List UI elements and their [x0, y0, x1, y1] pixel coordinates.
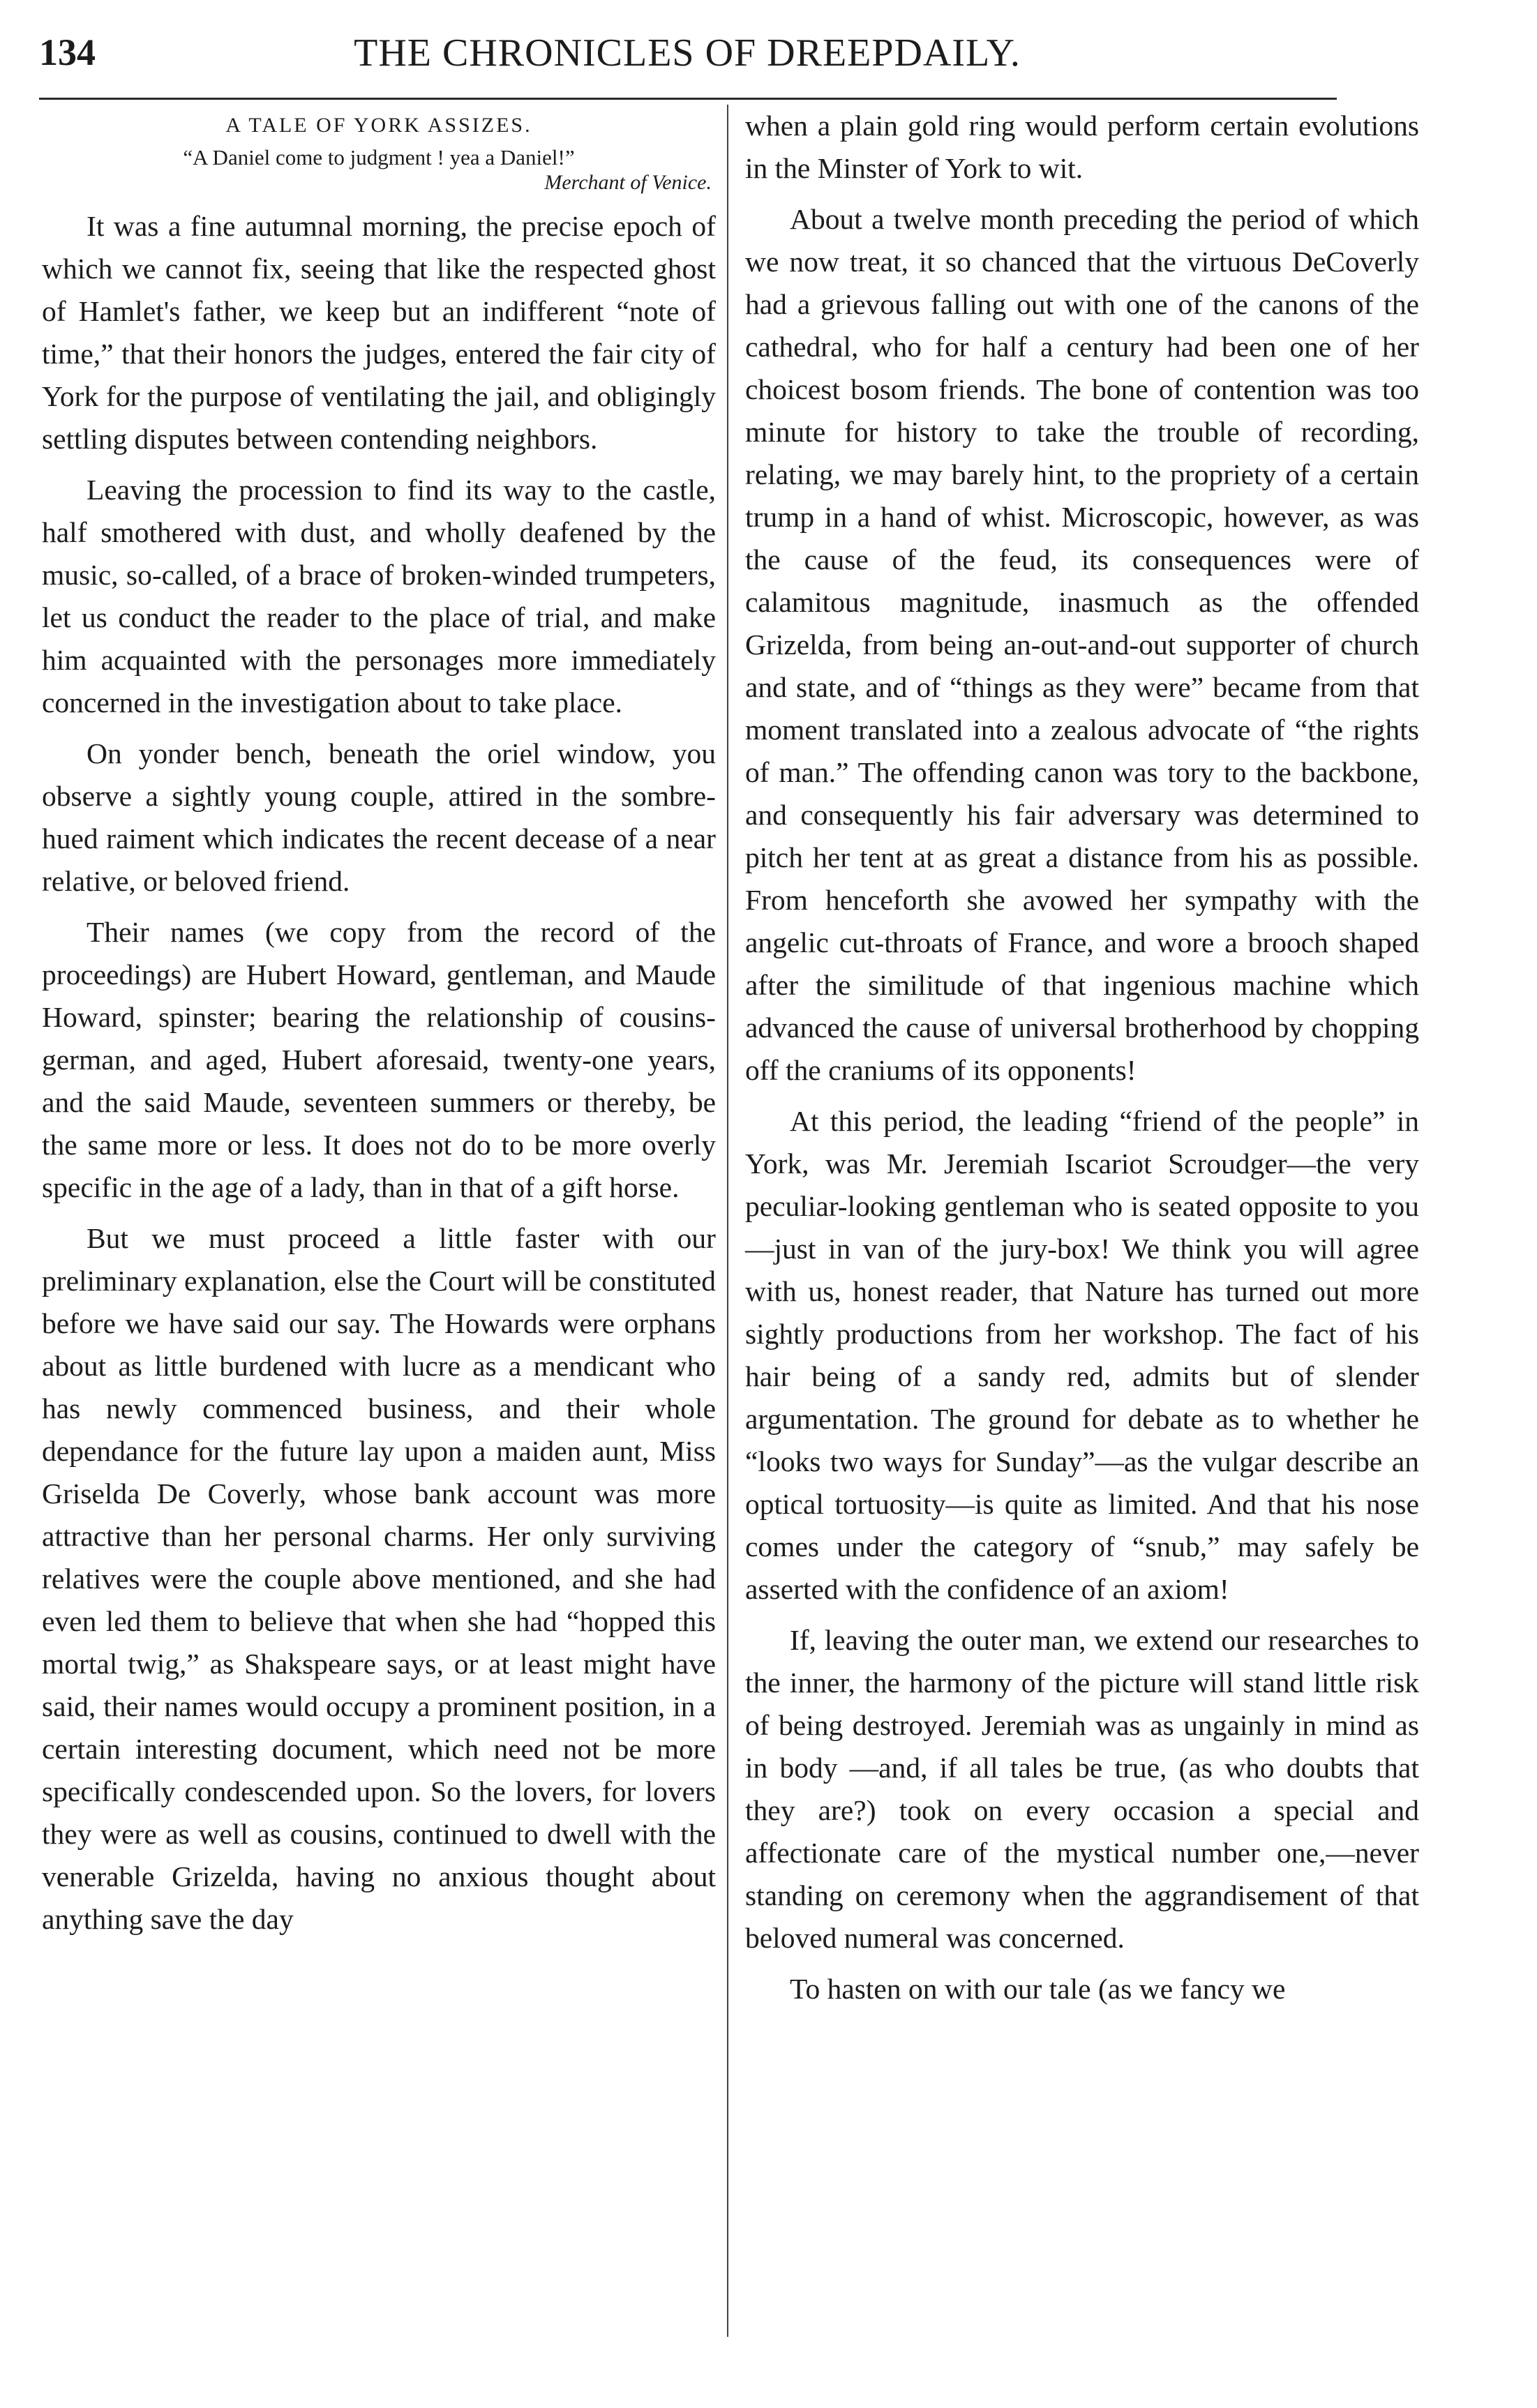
page-header	[39, 27, 1335, 91]
paragraph: Their names (we copy from the record of the proceedings) are Hubert Howard, gentleman, and Maude Howard, spinster; bearing the relationship of cousins-german, and aged, Hubert aforesaid, twenty-one years, and the said Maude, seventeen summers or thereby, be the same more or less. It does not do to be more overly specific in the age of a lady, than in that of a gift horse.	[42, 916, 716, 1203]
paragraph-continued: when a plain gold ring would perform certain evolutions in the Minster of York to wit.	[745, 110, 1419, 184]
left-column	[42, 105, 716, 1949]
paragraph: It was a fine autumnal morning, the precise epoch of which we cannot fix, seeing that like the respected ghost of Hamlet's father, we keep but an indifferent “note of time,” that their honors the judges, entered the fair city of York for the purpose of ventilating the jail, and obligingly settling disputes between contending neighbors.	[42, 210, 716, 455]
column-divider	[727, 105, 728, 2337]
paragraph: On yonder bench, beneath the oriel window, you observe a sightly young couple, attired in the sombre-hued raiment which indicates the recent decease of a near relative, or beloved friend.	[42, 737, 716, 897]
paragraph: About a twelve month preceding the period of which we now treat, it so chanced that the virtuous DeCoverly had a grievous falling out with one of the canons of the cathedral, who for half a century had been one of her choicest bosom friends. The bone of contention was too minute for history to take the trouble of recording, relating, we may barely hint, to the propriety of a certain trump in a hand of whist. Microscopic, however, as was the cause of the feud, its consequences were of calamitous magnitude, inasmuch as the offended Grizelda, from being an-out-and-out supporter of church and state, and of “things as they were” became from that moment translated into a zealous advocate of “the rights of man.” The offending canon was tory to the backbone, and consequently his fair adversary was determined to pitch her tent at as great a distance from his as possible. From henceforth she avowed her sympathy with the angelic cut-throats of France, and wore a brooch shaped after the similitude of that ingenious machine which advanced the cause of universal brotherhood by chopping off the craniums of its opponents!	[745, 203, 1419, 1086]
paragraph: Leaving the procession to find its way to the castle, half smothered with dust, and wholly deafened by the music, so-called, of a brace of broken-winded trumpeters, let us conduct the reader to the place of trial, and make him acquainted with the personages more immediately concerned in the investigation about to take place.	[42, 474, 716, 718]
epigraph: “A Daniel come to judgment ! yea a Daniel!”	[183, 145, 575, 170]
paragraph: But we must proceed a little faster with our preliminary explanation, else the Court will be constituted before we have said our say. The Howards were orphans about as little burdened with lucre as a mendicant who has newly commenced business, and their whole dependance for the future lay upon a maiden aunt, Miss Griselda De Coverly, whose bank account was more attractive than her personal charms. Her only surviving relatives were the couple above mentioned, and she had even led them to believe that when she had “hopped this mortal twig,” as Shakspeare says, or at least might have said, their names would occupy a prominent position, in a certain interesting document, which need not be more specifically condescended upon. So the lovers, for lovers they were as well as cousins, continued to dwell with the venerable Grizelda, having no anxious thought about anything save the day	[42, 1222, 716, 1935]
header-rule	[39, 98, 1337, 100]
running-title: THE CHRONICLES OF DREEPDAILY.	[354, 31, 1021, 75]
paragraph: To hasten on with our tale (as we fancy we	[790, 1973, 1286, 2005]
epigraph-attribution: Merchant of Venice.	[544, 171, 712, 194]
paragraph: If, leaving the outer man, we extend our researches to the inner, the harmony of the picture will stand little risk of being destroyed. Jeremiah was as ungainly in mind as in body —and, if all tales be true, (as who doubts that they are?) took on every occasion a special and affectionate care of the mystical number one,—never standing on ceremony when the aggrandisement of that beloved numeral was concerned.	[745, 1624, 1419, 1954]
page-number: 134	[39, 31, 96, 73]
paragraph: At this period, the leading “friend of the people” in York, was Mr. Jeremiah Iscariot Scroudger—the very peculiar-looking gentleman who is seated opposite to you—just in van of the jury-box! We think you will agree with us, honest reader, that Nature has turned out more sightly productions from her workshop. The fact of his hair being of a sandy red, admits but of slender argumentation. The ground for debate as to whether he “looks two ways for Sunday”—as the vulgar describe an optical tortuosity—is quite as limited. And that his nose comes under the category of “snub,” may safely be asserted with the confidence of an axiom!	[745, 1105, 1419, 1605]
right-column	[745, 105, 1419, 2019]
article-title: A TALE OF YORK ASSIZES.	[225, 114, 532, 137]
